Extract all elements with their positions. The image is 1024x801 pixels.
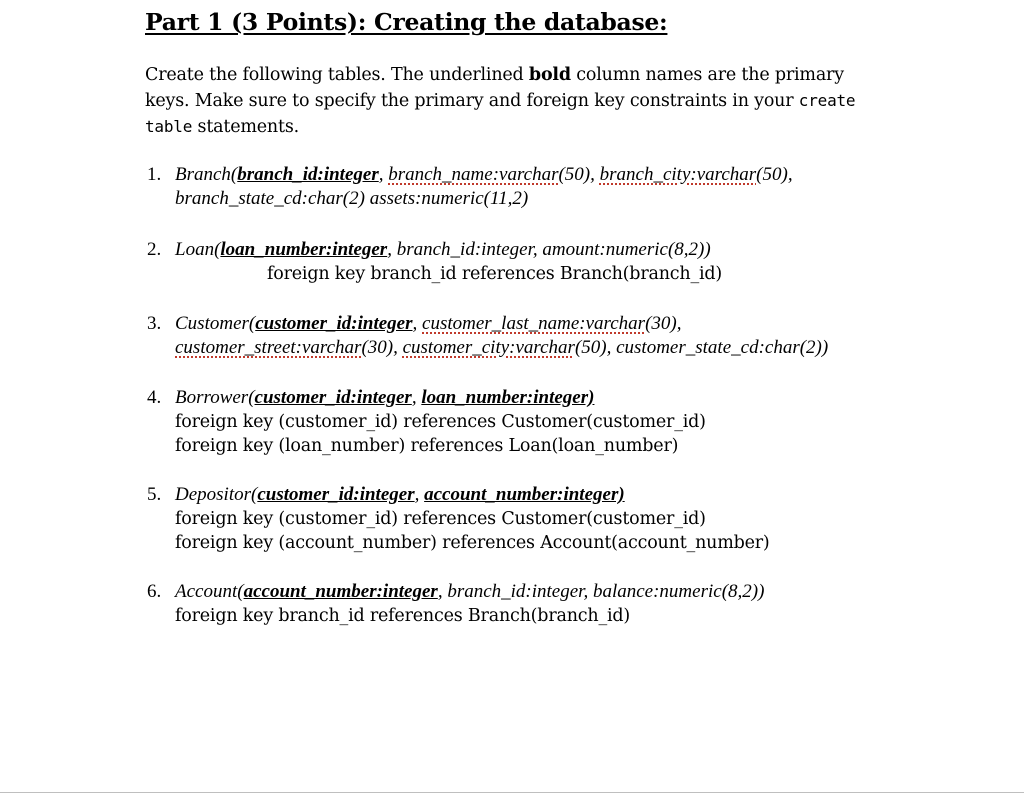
table-name: Borrower( xyxy=(175,387,255,408)
column-name: customer_last_name:varchar xyxy=(422,313,646,334)
table-item-borrower xyxy=(147,386,907,458)
primary-key-column: branch_id:integer xyxy=(237,164,379,185)
foreign-key-constraint: foreign key (account_number) references Account(account_number) xyxy=(175,533,770,553)
item-number: 5. xyxy=(147,484,162,505)
foreign-key-constraint: foreign key (customer_id) references Customer(customer_id) xyxy=(175,412,706,432)
column-size: (50), customer_state_cd:char(2)) xyxy=(574,337,829,358)
primary-key-column: customer_id:integer xyxy=(257,484,415,505)
primary-key-column: customer_id:integer xyxy=(255,313,413,334)
table-name: Customer( xyxy=(175,313,256,334)
table-name: Loan( xyxy=(175,239,221,260)
intro-text-3: statements. xyxy=(192,117,299,137)
primary-key-column: account_number:integer) xyxy=(424,484,625,505)
column-size: (30), xyxy=(645,313,682,334)
primary-key-column: loan_number:integer) xyxy=(421,387,595,408)
column-name: branch_name:varchar xyxy=(388,164,559,185)
column-size: (50), xyxy=(558,164,600,185)
table-item-account xyxy=(147,580,907,628)
separator: , xyxy=(411,387,422,408)
intro-text-1: Create the following tables. The underlined xyxy=(145,65,529,85)
foreign-key-constraint: foreign key (customer_id) references Customer(customer_id) xyxy=(175,509,706,529)
table-definition xyxy=(147,386,907,410)
page-divider xyxy=(0,792,1024,793)
column-size: (50), xyxy=(756,164,793,185)
foreign-key-constraint: foreign key branch_id references Branch(branch_id) xyxy=(175,606,631,626)
separator: , xyxy=(414,484,425,505)
table-name: Account( xyxy=(175,581,244,602)
foreign-key-constraint: foreign key (loan_number) references Loan(loan_number) xyxy=(175,436,679,456)
item-number: 3. xyxy=(147,313,162,334)
page-heading: Part 1 (3 Points): Creating the database: xyxy=(145,8,668,36)
table-item-depositor xyxy=(147,483,907,555)
column-name: customer_city:varchar xyxy=(402,337,575,358)
other-columns: , branch_id:integer, balance:numeric(8,2)) xyxy=(437,581,765,602)
table-definition xyxy=(147,580,907,604)
table-definition xyxy=(147,312,907,336)
table-definition-continued xyxy=(147,336,907,360)
other-columns: , branch_id:integer, amount:numeric(8,2)) xyxy=(387,239,711,260)
separator: , xyxy=(412,313,423,334)
table-definition xyxy=(147,238,907,262)
separator: , xyxy=(378,164,389,185)
item-number: 2. xyxy=(147,239,162,260)
table-item-customer xyxy=(147,312,907,360)
intro-code: create table xyxy=(145,91,856,136)
item-number: 4. xyxy=(147,387,162,408)
column-name: customer_street:varchar xyxy=(175,337,362,358)
table-name: Branch( xyxy=(175,164,238,185)
table-item-branch xyxy=(147,163,907,211)
table-definition xyxy=(147,163,907,187)
table-name: Depositor( xyxy=(175,484,258,505)
primary-key-column: loan_number:integer xyxy=(220,239,388,260)
table-definition-continued: branch_state_cd:char(2) assets:numeric(11,2) xyxy=(175,188,529,209)
item-number: 1. xyxy=(147,164,162,185)
column-size: (30), xyxy=(361,337,403,358)
foreign-key-constraint: foreign key branch_id references Branch(branch_id) xyxy=(267,264,723,284)
column-name: branch_city:varchar xyxy=(599,164,757,185)
intro-text-2: column names are the primary keys. Make sure to specify the primary and foreign key constraints in your xyxy=(145,65,844,111)
item-number: 6. xyxy=(147,581,162,602)
primary-key-column: customer_id:integer xyxy=(254,387,412,408)
intro-bold-word: bold xyxy=(528,65,571,85)
intro-paragraph xyxy=(145,63,885,140)
table-item-loan xyxy=(147,238,907,286)
table-definition xyxy=(147,483,907,507)
primary-key-column: account_number:integer xyxy=(243,581,438,602)
